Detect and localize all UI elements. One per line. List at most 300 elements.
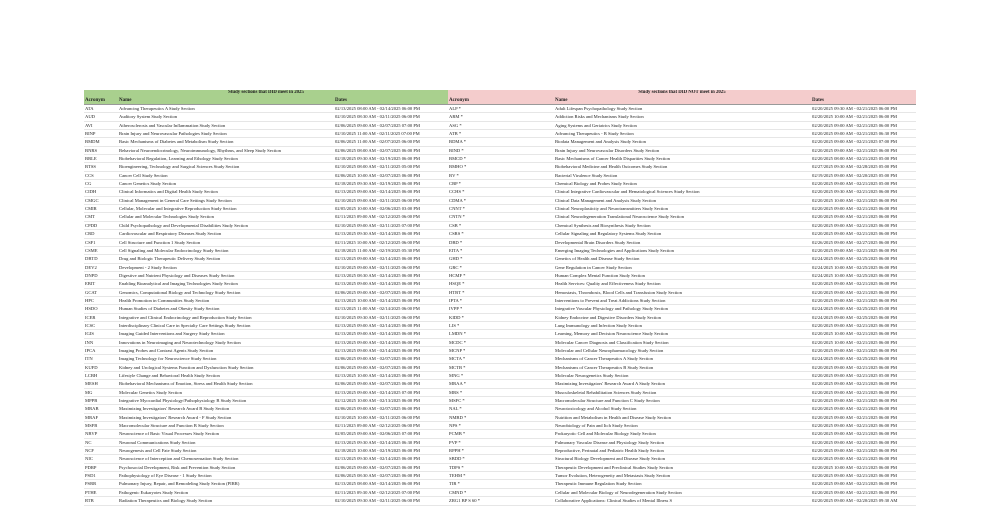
cell-dates: 02/18/2025 10:00 AM - 02/19/2025 06:00 PM (334, 447, 448, 455)
table-row (84, 288, 448, 296)
cell-dates: 02/13/2025 09:00 AM - 02/14/2025 06:00 PM (334, 280, 448, 288)
cell-name: Neuronal Communications Study Section (118, 438, 334, 446)
col-header-name: Name (554, 97, 811, 105)
cell-name: Human Complex Mental Function Study Section (554, 271, 811, 279)
cell-dates: 02/20/2025 09:30 AM - 02/21/2025 06:00 PM (811, 105, 916, 113)
cell-acronym: PTHE (84, 488, 118, 496)
cell-dates: 02/12/2025 10:00 AM - 02/13/2025 06:00 PM (334, 397, 448, 405)
cell-acronym: NMBD * (448, 413, 554, 421)
table-row (448, 313, 916, 321)
table-row (84, 146, 448, 154)
cell-name: Interdisciplinary Clinical Care in Specialty Care Settings Study Section (118, 321, 334, 329)
cell-acronym: MRS * (448, 388, 554, 396)
cell-acronym: SBDD * (448, 455, 554, 463)
cell-dates: 02/06/2025 08:00 AM - 02/07/2025 06:00 PM (334, 146, 448, 154)
cell-dates: 02/13/2025 10:00 AM - 02/14/2025 06:00 PM (334, 372, 448, 380)
cell-name: Molecular and Cellular Neuropharmacology Study Section (554, 346, 811, 354)
table-row (448, 372, 916, 380)
cell-name: Kidney Endocrine and Digestive Disorders Study Section (554, 313, 811, 321)
table-row (84, 438, 448, 446)
cell-dates: 02/20/2025 09:00 AM - 02/21/2025 06:00 PM (811, 280, 916, 288)
cell-acronym: TEHM * (448, 472, 554, 480)
table-row (84, 221, 448, 229)
cell-acronym: MESH (84, 380, 118, 388)
cell-acronym: MPPB (84, 397, 118, 405)
cell-dates: 02/10/2025 08:30 AM - 02/11/2025 06:00 PM (334, 113, 448, 121)
met-sections-table (84, 90, 448, 506)
not-met-sections-title: Study sections that DID NOT meet in 2025 (448, 90, 916, 97)
header-row (84, 97, 448, 105)
cell-name: Chemical Biology and Probes Study Section (554, 180, 811, 188)
cell-dates: 02/20/2025 10:00 AM - 02/21/2025 06:00 PM (811, 196, 916, 204)
cell-dates: 02/18/2025 09:30 AM - 02/19/2025 06:00 PM (334, 180, 448, 188)
cell-name: Neuroscience of Interception and Chemosensation Study Section (118, 455, 334, 463)
table-row (448, 488, 916, 496)
cell-acronym: CMT (84, 213, 118, 221)
table-row (448, 280, 916, 288)
table-row (84, 163, 448, 171)
table-row (84, 321, 448, 329)
table-row (84, 180, 448, 188)
table-row (84, 113, 448, 121)
cell-acronym: CMND * (448, 488, 554, 496)
cell-name: Atherosclerosis and Vascular Inflammation Study Section (118, 121, 334, 129)
cell-name: Therapeutic Immune Regulation Study Section (554, 480, 811, 488)
cell-dates: 02/24/2025 10:00 AM - 02/25/2025 06:00 PM (811, 263, 916, 271)
cell-dates: 02/06/2025 09:00 AM - 02/07/2025 06:00 PM (334, 405, 448, 413)
cell-name: Cellular and Molecular Biology of Neurodegeneration Study Section (554, 488, 811, 496)
cell-name: Nutrition and Metabolism in Health and Disease Study Section (554, 413, 811, 421)
table-row (84, 263, 448, 271)
cell-name: Mechanisms of Cancer Therapeutics B Study Section (554, 363, 811, 371)
cell-dates: 02/06/2025 09:00 AM - 02/07/2025 06:00 PM (334, 355, 448, 363)
table-row (84, 305, 448, 313)
cell-acronym: ITN (84, 355, 118, 363)
cell-dates: 02/06/2025 09:00 AM - 02/07/2025 06:00 PM (334, 288, 448, 296)
cell-acronym: GCAT (84, 288, 118, 296)
cell-name: Neurobiology of Pain and Itch Study Section (554, 422, 811, 430)
table-row (448, 388, 916, 396)
cell-dates: 02/20/2025 10:00 AM - 02/21/2025 06:00 PM (811, 113, 916, 121)
cell-name: Behavioral Neuroendocrinology, Neuroimmunology, Rhythms, and Sleep Study Section (118, 146, 334, 154)
cell-dates: 02/20/2025 09:00 AM - 02/21/2025 06:00 PM (811, 472, 916, 480)
table-row (448, 255, 916, 263)
table-row (84, 463, 448, 471)
table-row (448, 305, 916, 313)
table-row (84, 346, 448, 354)
cell-name: Collaborative Applications: Clinical Studies of Mental Illness S (554, 497, 811, 505)
cell-acronym: ICER (84, 313, 118, 321)
cell-acronym: MSFC * (448, 397, 554, 405)
cell-dates: 02/06/2025 10:00 AM - 02/07/2025 06:00 PM (334, 171, 448, 179)
cell-dates: 02/06/2025 09:00 AM - 02/07/2025 06:00 PM (334, 463, 448, 471)
table-row (448, 497, 916, 505)
table-row (84, 380, 448, 388)
table-row (448, 263, 916, 271)
cell-dates: 02/11/2025 09:00 AM - 02/12/2025 06:00 PM (334, 422, 448, 430)
cell-name: Pulmonary Vascular Disease and Physiology Study Section (554, 438, 811, 446)
cell-acronym: BINP (84, 130, 118, 138)
cell-dates: 02/20/2025 08:00 AM - 02/21/2025 05:00 PM (811, 155, 916, 163)
cell-acronym: MNG * (448, 372, 554, 380)
cell-name: Cell Structure and Function 1 Study Section (118, 238, 334, 246)
cell-name: Bioengineering, Technology and Surgical Sciences Study Section (118, 163, 334, 171)
cell-dates: 02/20/2025 09:00 AM - 02/21/2025 06:00 PM (811, 447, 916, 455)
cell-name: Health Services: Quality and Effectiveness Study Section (554, 280, 811, 288)
cell-dates: 02/20/2025 09:00 AM - 02/21/2025 06:00 PM (811, 213, 916, 221)
cell-name: Cellular Signaling and Regulatory Systems Study Section (554, 230, 811, 238)
cell-name: Kidney and Urological Systems Function and Dysfunction Study Section (118, 363, 334, 371)
table-row (84, 497, 448, 505)
cell-name: Advancing Therapeutics - B Study Section (554, 130, 811, 138)
cell-acronym: HSQE * (448, 280, 554, 288)
cell-dates: 02/10/2025 11:00 AM - 02/11/2025 07:00 PM (334, 130, 448, 138)
cell-acronym: CNNT * (448, 205, 554, 213)
table-row (84, 455, 448, 463)
cell-name: Macromolecular Structure and Function C Study Section (554, 397, 811, 405)
cell-acronym: INN (84, 338, 118, 346)
cell-acronym: HCMF * (448, 271, 554, 279)
cell-acronym: BDMA * (448, 138, 554, 146)
cell-dates: 02/20/2025 10:00 AM - 02/21/2025 06:00 PM (811, 330, 916, 338)
cell-acronym: MCNP * (448, 346, 554, 354)
table-row (448, 121, 916, 129)
cell-dates: 02/19/2025 09:00 AM - 02/20/2025 05:00 PM (811, 171, 916, 179)
cell-acronym: IGIS (84, 330, 118, 338)
table-row (448, 205, 916, 213)
cell-name: Biobehavioral Regulation, Learning and Ethology Study Section (118, 155, 334, 163)
cell-acronym: CSRS * (448, 230, 554, 238)
table-row (84, 138, 448, 146)
cell-dates: 02/20/2025 09:00 AM - 02/21/2025 06:00 PM (811, 146, 916, 154)
cell-name: Clinical Data Management and Analysis Study Section (554, 196, 811, 204)
cell-dates: 02/20/2025 09:00 AM - 02/21/2025 06:00 PM (811, 405, 916, 413)
cell-name: Musculoskeletal Rehabilitation Sciences Study Section (554, 388, 811, 396)
table-row (84, 338, 448, 346)
cell-name: Maximizing Investigators' Research Award - F Study Section (118, 413, 334, 421)
cell-name: Neuroscience of Basic Visual Processes Study Section (118, 430, 334, 438)
table-row (448, 221, 916, 229)
table-row (448, 321, 916, 329)
cell-dates: 02/06/2025 08:30 AM - 02/07/2025 06:00 PM (334, 472, 448, 480)
cell-name: Health Promotion in Communities Study Section (118, 296, 334, 304)
cell-dates: 02/18/2025 09:30 AM - 02/19/2025 06:00 PM (334, 155, 448, 163)
cell-acronym: GRC * (448, 263, 554, 271)
cell-acronym: CSF1 (84, 238, 118, 246)
cell-dates: 02/06/2025 09:00 AM - 02/07/2025 06:00 PM (334, 380, 448, 388)
table-row (448, 413, 916, 421)
col-header-dates: Dates (334, 97, 448, 105)
cell-dates: 02/06/2025 09:00 AM - 02/07/2025 07:00 PM (334, 121, 448, 129)
cell-dates: 02/10/2025 09:00 AM - 02/11/2025 07:00 PM (334, 221, 448, 229)
cell-dates: 02/20/2025 09:00 AM - 02/21/2025 06:00 PM (811, 388, 916, 396)
cell-acronym: MRAA * (448, 380, 554, 388)
cell-acronym: KIDD * (448, 313, 554, 321)
cell-name: Integrative Vascular Physiology and Pathology Study Section (554, 305, 811, 313)
cell-name: Imaging Guided Interventions and Surgery Study Section (118, 330, 334, 338)
cell-dates: 02/13/2025 09:30 AM - 02/14/2025 06:30 PM (334, 438, 448, 446)
cell-acronym: CMIR (84, 205, 118, 213)
cell-acronym: AVI (84, 121, 118, 129)
table-row (84, 255, 448, 263)
cell-dates: 02/27/2025 09:30 AM - 02/28/2025 05:00 PM (811, 163, 916, 171)
cell-acronym: CMGC (84, 196, 118, 204)
cell-acronym: CIDH (84, 188, 118, 196)
cell-dates: 02/05/2025 10:00 AM - 02/06/2025 03:00 PM (334, 205, 448, 213)
table-row (84, 430, 448, 438)
cell-acronym: NIC (84, 455, 118, 463)
table-row (448, 397, 916, 405)
cell-dates: 02/20/2025 09:00 AM - 02/21/2025 06:00 PM (811, 121, 916, 129)
cell-name: Tumor Evolution, Heterogeneity and Metastasis Study Section (554, 472, 811, 480)
table-row (448, 130, 916, 138)
cell-name: Chemical Synthesis and Biosynthesis Study Section (554, 221, 811, 229)
cell-acronym: ALP * (448, 105, 554, 113)
cell-name: Imaging Probes and Contrast Agents Study Section (118, 346, 334, 354)
cell-dates: 02/20/2025 09:00 AM - 02/21/2025 06:00 PM (811, 480, 916, 488)
cell-name: Therapeutic Development and Preclinical Studies Study Section (554, 463, 811, 471)
cell-dates: 02/10/2025 08:00 AM - 02/11/2025 05:00 PM (334, 163, 448, 171)
cell-dates: 02/20/2025 09:00 AM - 02/21/2025 06:00 PM (811, 430, 916, 438)
cell-dates: 02/24/2025 10:00 AM - 02/25/2025 06:00 PM (811, 271, 916, 279)
cell-acronym: KUFD (84, 363, 118, 371)
table-row (448, 155, 916, 163)
cell-dates: 02/24/2025 09:00 AM - 02/25/2025 05:00 PM (811, 305, 916, 313)
cell-name: Hemostasis, Thrombosis, Blood Cells and Transfusion Study Section (554, 288, 811, 296)
cell-name: Maximizing Investigators' Research Award A Study Section (554, 380, 811, 388)
table-row (84, 355, 448, 363)
table-row (84, 155, 448, 163)
table-row (448, 455, 916, 463)
cell-dates: 02/13/2025 09:00 AM - 02/14/2025 06:00 PM (334, 346, 448, 354)
cell-dates: 02/20/2025 09:00 AM - 02/21/2025 06:00 PM (811, 363, 916, 371)
spreadsheet (84, 90, 916, 506)
cell-acronym: IVPP * (448, 305, 554, 313)
cell-acronym: EBIT (84, 280, 118, 288)
table-row (84, 372, 448, 380)
cell-dates: 02/13/2025 09:30 AM - 02/14/2025 06:00 PM (334, 455, 448, 463)
cell-name: Cellular, Molecular and Integrative Reproduction Study Section (118, 205, 334, 213)
cell-dates: 02/13/2025 09:00 AM - 02/14/2025 06:00 PM (334, 188, 448, 196)
table-row (448, 463, 916, 471)
cell-dates: 02/13/2025 09:30 AM - 02/14/2025 06:00 PM (334, 230, 448, 238)
cell-acronym: BV * (448, 171, 554, 179)
cell-name: Auditory System Study Section (118, 113, 334, 121)
cell-acronym: LCBH (84, 372, 118, 380)
cell-dates: 02/24/2025 09:00 AM - 02/25/2025 06:00 PM (811, 313, 916, 321)
cell-acronym: LIS * (448, 321, 554, 329)
cell-dates: 02/13/2025 09:00 AM - 02/14/2025 06:00 PM (334, 321, 448, 329)
not-met-sections-body (448, 105, 916, 506)
col-header-acronym: Acronym (448, 97, 554, 105)
cell-name: Cardiovascular and Respiratory Diseases Study Section (118, 230, 334, 238)
cell-name: Clinical Neuroplasticity and Neurotransmitters Study Section (554, 205, 811, 213)
table-row (84, 196, 448, 204)
table-row (84, 230, 448, 238)
cell-dates: 02/13/2025 09:00 AM - 02/14/2025 07:00 PM (334, 388, 448, 396)
table-row (84, 130, 448, 138)
cell-dates: 02/13/2025 08:00 AM - 02/14/2025 06:00 PM (334, 480, 448, 488)
cell-dates: 02/20/2025 09:00 AM - 02/21/2025 06:00 PM (811, 346, 916, 354)
cell-name: Pathophysiology of Eye Disease - 1 Study Section (118, 472, 334, 480)
cell-dates: 02/13/2025 09:00 AM - 02/14/2025 06:00 PM (334, 255, 448, 263)
table-row (84, 313, 448, 321)
cell-acronym: LMDN * (448, 330, 554, 338)
cell-dates: 02/20/2025 09:00 AM - 02/21/2025 06:00 PM (811, 422, 916, 430)
table-row (448, 138, 916, 146)
cell-dates: 02/11/2025 10:00 AM - 02/12/2025 06:00 PM (334, 238, 448, 246)
cell-dates: 02/05/2025 09:00 AM - 02/06/2025 07:00 PM (334, 430, 448, 438)
table-row (448, 438, 916, 446)
cell-acronym: ZRG1 BP S 60 * (448, 497, 554, 505)
cell-acronym: HTBT * (448, 288, 554, 296)
cell-acronym: TDPS * (448, 463, 554, 471)
cell-acronym: CG (84, 180, 118, 188)
cell-acronym: IPTA * (448, 296, 554, 304)
cell-name: Development - 2 Study Section (118, 263, 334, 271)
cell-dates: 02/10/2025 09:30 AM - 02/11/2025 06:00 PM (334, 313, 448, 321)
cell-acronym: BMDM (84, 138, 118, 146)
cell-name: Molecular Genetics Study Section (118, 388, 334, 396)
table-row (448, 363, 916, 371)
cell-name: Genomics, Computational Biology and Technology Study Section (118, 288, 334, 296)
cell-acronym: PCMB * (448, 430, 554, 438)
cell-dates: 02/13/2025 08:00 AM - 02/14/2025 06:00 PM (334, 105, 448, 113)
table-row (84, 188, 448, 196)
cell-dates: 02/20/2025 09:00 AM - 02/21/2025 06:00 PM (811, 205, 916, 213)
cell-acronym: BMCD * (448, 155, 554, 163)
cell-acronym: EITA * (448, 246, 554, 254)
table-row (448, 246, 916, 254)
cell-dates: 02/20/2025 09:00 AM - 02/21/2025 06:30 PM (811, 130, 916, 138)
cell-acronym: NBVP (84, 430, 118, 438)
cell-dates: 02/06/2025 09:00 AM - 02/07/2025 06:00 PM (334, 363, 448, 371)
cell-acronym: CPDD (84, 221, 118, 229)
cell-acronym: CRD (84, 230, 118, 238)
cell-name: Drug and Biologic Therapeutic Delivery Study Section (118, 255, 334, 263)
cell-dates: 02/20/2025 09:00 AM - 02/21/2025 06:00 PM (811, 296, 916, 304)
table-row (448, 105, 916, 113)
cell-acronym: BNRS (84, 146, 118, 154)
cell-name: Pathogenic Eukaryotes Study Section (118, 488, 334, 496)
cell-name: Pulmonary Injury, Repair, and Remodeling Study Section (PIRR) (118, 480, 334, 488)
cell-name: Lifestyle Change and Behavioral Health Study Section (118, 372, 334, 380)
cell-dates: 02/20/2025 09:00 AM - 02/21/2025 06:00 PM (811, 321, 916, 329)
cell-acronym: TIR * (448, 480, 554, 488)
table-row (84, 413, 448, 421)
cell-acronym: BMHO * (448, 163, 554, 171)
cell-dates: 02/11/2025 09:00 AM - 02/12/2025 06:00 PM (334, 213, 448, 221)
cell-dates: 02/20/2025 09:00 AM - 02/21/2025 07:00 PM (811, 138, 916, 146)
cell-dates: 02/20/2025 09:00 AM - 02/21/2025 06:00 PM (811, 488, 916, 496)
table-row (448, 213, 916, 221)
cell-name: Maximizing Investigators' Research Award B Study Section (118, 405, 334, 413)
cell-name: Basic Mechanisms of Cancer Health Disparities Study Section (554, 155, 811, 163)
cell-dates: 02/24/2025 09:00 AM - 02/25/2025 06:00 PM (811, 255, 916, 263)
table-row (448, 355, 916, 363)
cell-dates: 02/20/2025 09:00 AM - 02/21/2025 06:00 PM (811, 380, 916, 388)
cell-acronym: CBP * (448, 180, 554, 188)
cell-name: Human Studies of Diabetes and Obesity Study Section (118, 305, 334, 313)
cell-acronym: ARM * (448, 113, 554, 121)
cell-name: Clinical Neurodegeneration Translational Neuroscience Study Section (554, 213, 811, 221)
cell-name: Imaging Technology for Neuroscience Study Section (118, 355, 334, 363)
cell-name: Macromolecular Structure and Function B Study Section (118, 422, 334, 430)
table-row (448, 288, 916, 296)
cell-name: Digestive and Nutrient Physiology and Diseases Study Section (118, 271, 334, 279)
cell-acronym: NPS * (448, 422, 554, 430)
cell-name: Gene Regulation in Cancer Study Section (554, 263, 811, 271)
header-row (448, 97, 916, 105)
cell-acronym: BRLE (84, 155, 118, 163)
cell-name: Molecular Neurogenetics Study Section (554, 372, 811, 380)
tables-container (84, 90, 916, 506)
cell-name: Advancing Therapeutics A Study Section (118, 105, 334, 113)
cell-dates: 02/20/2025 09:00 AM - 02/21/2025 06:00 PM (811, 230, 916, 238)
cell-acronym: PVP * (448, 438, 554, 446)
cell-name: Bacterial Virulence Study Section (554, 171, 811, 179)
table-row (84, 213, 448, 221)
cell-acronym: CDMA * (448, 196, 554, 204)
cell-name: Reproductive, Perinatal and Pediatric Health Study Section (554, 447, 811, 455)
table-row (84, 488, 448, 496)
cell-name: Integrative and Clinical Endocrinology and Reproduction Study Section (118, 313, 334, 321)
cell-acronym: CSB * (448, 221, 554, 229)
cell-acronym: MSFB (84, 422, 118, 430)
table-row (448, 422, 916, 430)
cell-dates: 02/20/2025 09:00 AM - 02/21/2025 06:00 PM (811, 413, 916, 421)
table-row (84, 271, 448, 279)
cell-dates: 02/20/2025 09:30 AM - 02/21/2025 06:00 PM (811, 188, 916, 196)
cell-name: Prokaryotic Cell and Molecular Biology Study Section (554, 430, 811, 438)
table-row (448, 180, 916, 188)
cell-name: Child Psychopathology and Developmental Disabilities Study Section (118, 221, 334, 229)
cell-dates: 02/13/2025 09:00 AM - 02/14/2025 06:00 PM (334, 338, 448, 346)
cell-name: Radiation Therapeutics and Biology Study Section (118, 497, 334, 505)
cell-dates: 02/20/2025 10:00 AM - 02/21/2025 06:00 PM (811, 463, 916, 471)
cell-dates: 02/10/2025 10:00 AM - 02/11/2025 06:00 PM (334, 413, 448, 421)
table-row (448, 271, 916, 279)
table-row (448, 472, 916, 480)
cell-acronym: HPC (84, 296, 118, 304)
cell-name: Neurotoxicology and Alcohol Study Section (554, 405, 811, 413)
cell-dates: 02/10/2025 09:30 AM - 02/11/2025 06:00 PM (334, 497, 448, 505)
cell-name: Aging Systems and Geriatrics Study Section (554, 121, 811, 129)
table-row (84, 238, 448, 246)
table-row (84, 205, 448, 213)
cell-acronym: RTB (84, 497, 118, 505)
cell-dates: 02/13/2025 10:00 AM - 02/14/2025 06:00 PM (334, 296, 448, 304)
table-row (84, 405, 448, 413)
cell-name: Enabling Bioanalytical and Imaging Technologies Study Section (118, 280, 334, 288)
cell-acronym: CCS (84, 171, 118, 179)
cell-acronym: CNTN * (448, 213, 554, 221)
table-row (448, 346, 916, 354)
cell-name: Psychosocial Development, Risk and Prevention Study Section (118, 463, 334, 471)
table-row (448, 113, 916, 121)
cell-name: Innovations in Neuroimaging and Neurotechnology Study Section (118, 338, 334, 346)
cell-acronym: NCF (84, 447, 118, 455)
cell-dates: 02/20/2025 09:00 AM - 02/21/2025 06:00 PM (811, 397, 916, 405)
table-row (448, 447, 916, 455)
cell-name: Biodata Management and Analysis Study Section (554, 138, 811, 146)
cell-acronym: RPPH * (448, 447, 554, 455)
table-row (84, 422, 448, 430)
table-row (84, 472, 448, 480)
cell-name: Biobehavioral Medicine and Health Outcomes Study Section (554, 163, 811, 171)
cell-dates: 02/11/2025 09:30 AM - 02/12/2025 07:00 PM (334, 488, 448, 496)
table-row (84, 480, 448, 488)
